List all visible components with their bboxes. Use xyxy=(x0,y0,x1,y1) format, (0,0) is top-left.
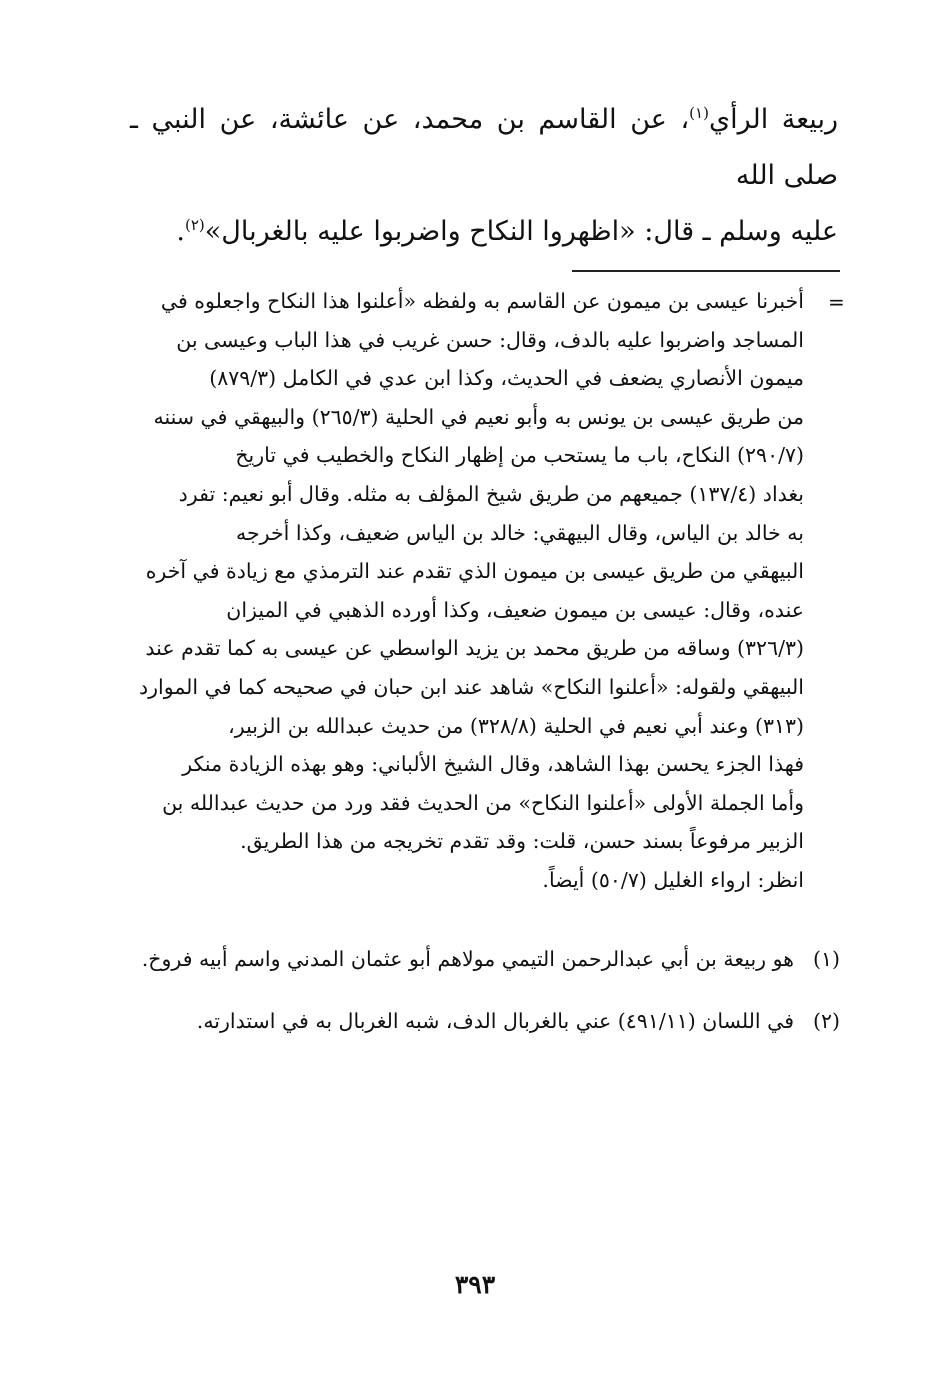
footnote-line: الزبير مرفوعاً بسند حسن، قلت: وقد تقدم تخريجه من هذا الطريق. xyxy=(240,829,804,854)
footnote-line: بغداد (١٣٧/٤) جميعهم من طريق شيخ المؤلف به مثله. وقال أبو نعيم: تفرد xyxy=(178,481,804,506)
footnote-line: عنده، وقال: عيسى بن ميمون ضعيف، وكذا أورده الذهبي في الميزان xyxy=(226,597,804,622)
main-text-line xyxy=(130,204,838,260)
continuation-mark: = xyxy=(828,290,845,314)
footnote-number: (١) xyxy=(812,947,840,971)
footnote-line: من طريق عيسى بن يونس به وأبو نعيم في الحلية (٢٦٥/٣) والبيهقي في سننه xyxy=(153,404,804,429)
footnote-text: في اللسان (٤٩١/١١) عني بالغربال الدف، شبه الغربال به في استدارته. xyxy=(196,1009,794,1033)
footnote-line: به خالد بن الياس، وقال البيهقي: خالد بن الياس ضعيف، وكذا أخرجه xyxy=(235,520,804,545)
main-text-segment: . xyxy=(176,216,185,247)
main-text-segment: عليه وسلم ـ قال: «اظهروا النكاح واضربوا عليه بالغربال» xyxy=(204,216,838,247)
footnote-line: ميمون الأنصاري يضعف في الحديث، وكذا ابن عدي في الكامل (٨٧٩/٣) xyxy=(209,366,804,391)
footnote-line: (٢٩٠/٧) النكاح، باب ما يستحب من إظهار النكاح والخطيب في تاريخ xyxy=(235,443,804,468)
footnote-1 xyxy=(140,940,840,978)
footnote-line: انظر: ارواء الغليل (٥٠/٧) أيضاً. xyxy=(542,867,804,892)
footnote-line: البيهقي ولقوله: «أعلنوا النكاح» شاهد عند ابن حبان في صحيحه كما في الموارد xyxy=(139,674,804,699)
footnote-line: (٣١٣) وعند أبي نعيم في الحلية (٣٢٨/٨) من حديث عبدالله بن الزبير، xyxy=(228,713,804,738)
footnote-line: فهذا الجزء يحسن بهذا الشاهد، وقال الشيخ الألباني: وهو بهذه الزيادة منكر xyxy=(182,752,804,777)
main-text xyxy=(130,92,838,260)
footnote-line: وأما الجملة الأولى «أعلنوا النكاح» من الحديث فقد ورد من حديث عبدالله بن xyxy=(162,790,804,815)
page-number: ٣٩٣ xyxy=(454,1270,496,1299)
footnote-ref: (٢) xyxy=(184,216,205,234)
footnote-2 xyxy=(140,1002,840,1040)
footnote-separator xyxy=(572,270,840,272)
footnote-line: أخبرنا عيسى بن ميمون عن القاسم به ولفظه «أعلنوا هذا النكاح واجعلوه في xyxy=(160,289,804,313)
continued-footnote xyxy=(132,282,804,900)
footnote-line: المساجد واضربوا عليه بالدف، وقال: حسن غريب في هذا الباب وعيسى بن xyxy=(176,327,804,352)
main-text-segment: ربيعة الرأي xyxy=(708,104,838,135)
footnote-number: (٢) xyxy=(812,1009,840,1033)
main-text-line xyxy=(130,92,838,204)
footnote-ref: (١) xyxy=(689,104,709,122)
footnote-text: هو ربيعة بن أبي عبدالرحمن التيمي مولاهم أبو عثمان المدني واسم أبيه فروخ. xyxy=(141,947,794,971)
footnote-line: (٣٢٦/٣) وساقه من طريق محمد بن يزيد الواسطي عن عيسى به كما تقدم عند xyxy=(145,636,804,661)
footnote-line: البيهقي من طريق عيسى بن ميمون الذي تقدم عند الترمذي مع زيادة في آخره xyxy=(145,559,804,584)
main-text-segment: ، عن القاسم بن محمد، عن عائشة، عن النبي ـ صلى الله xyxy=(130,104,838,191)
